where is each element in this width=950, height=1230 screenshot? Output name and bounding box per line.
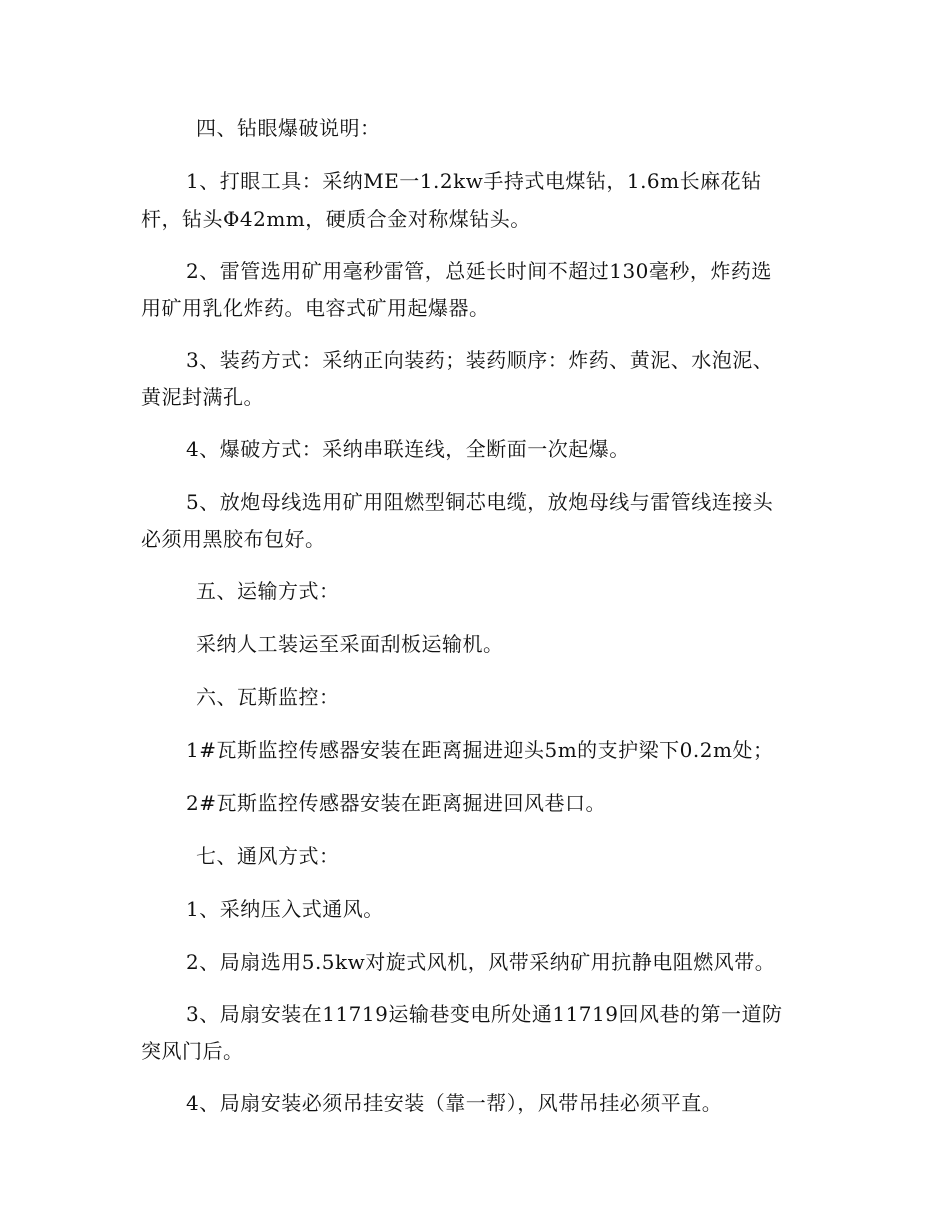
heading-ventilation: 七、通风方式：	[196, 844, 340, 868]
paragraph-ventilation-3-line-2: 突风门后。	[141, 1039, 244, 1063]
paragraph-transport: 采纳人工装运至采面刮板运输机。	[196, 632, 504, 656]
paragraph-ventilation-3-line-1: 3、局扇安装在11719运输巷变电所处通11719回风巷的第一道防	[186, 1002, 783, 1026]
paragraph-ventilation-4: 4、局扇安装必须吊挂安装（靠一帮），风带吊挂必须平直。	[186, 1091, 723, 1115]
paragraph-charging-line-1: 3、装药方式：采纳正向装药；装药顺序：炸药、黄泥、水泡泥、	[186, 348, 774, 372]
paragraph-drilling-tool-line-2: 杆，钻头Φ42mm，硬质合金对称煤钻头。	[141, 207, 531, 231]
paragraph-charging-line-2: 黄泥封满孔。	[141, 385, 264, 409]
paragraph-blasting-method: 4、爆破方式：采纳串联连线，全断面一次起爆。	[186, 437, 630, 461]
heading-drilling-blasting: 四、钻眼爆破说明：	[196, 116, 381, 140]
paragraph-sensor-2: 2#瓦斯监控传感器安装在距离掘进回风巷口。	[186, 791, 606, 815]
paragraph-detonator-line-2: 用矿用乳化炸药。电容式矿用起爆器。	[141, 296, 490, 320]
heading-transport: 五、运输方式：	[196, 579, 340, 603]
heading-gas-monitoring: 六、瓦斯监控：	[196, 685, 340, 709]
paragraph-ventilation-1: 1、采纳压入式通风。	[186, 897, 384, 921]
paragraph-firing-cable-line-1: 5、放炮母线选用矿用阻燃型铜芯电缆，放炮母线与雷管线连接头	[186, 490, 774, 514]
paragraph-ventilation-2: 2、局扇选用5.5kw对旋式风机，风带采纳矿用抗静电阻燃风带。	[186, 950, 776, 974]
paragraph-sensor-1: 1#瓦斯监控传感器安装在距离掘进迎头5m的支护梁下0.2m处；	[186, 738, 774, 762]
paragraph-firing-cable-line-2: 必须用黑胶布包好。	[141, 527, 326, 551]
paragraph-drilling-tool-line-1: 1、打眼工具：采纳ME一1.2kw手持式电煤钻，1.6m长麻花钻	[186, 169, 762, 193]
paragraph-detonator-line-1: 2、雷管选用矿用毫秒雷管，总延长时间不超过130毫秒，炸药选	[186, 259, 772, 283]
